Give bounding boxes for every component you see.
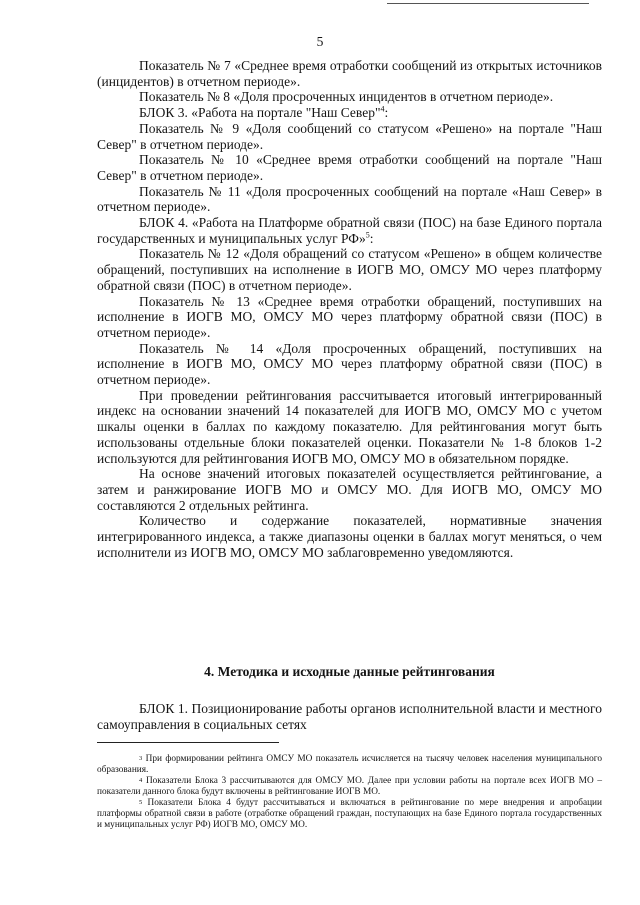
- paragraph: Показатель № 10 «Среднее время отработки сообщений на портале "Наш Север" в отчетном периоде».: [97, 152, 602, 183]
- footnote-text: Показатели Блока 4 будут рассчитываться и включаться в рейтингование по мере внедрения и апробации платформы обратной связи в работе (отработке обращений граждан, поступающих на базе Единого портала государственных и муниципальных услуг РФ) ИОГВ МО, ОМСУ МО.: [97, 798, 602, 830]
- block-4-title-tail: :: [369, 230, 374, 246]
- paragraph: Показатель № 11 «Доля просроченных сообщений на портале «Наш Север» в отчетном периоде».: [97, 183, 602, 215]
- footnote-divider: [97, 742, 279, 743]
- top-rule: [387, 3, 589, 4]
- paragraph: Показатель № 14 «Доля просроченных обращений, поступивших на исполнение в ИОГВ МО, ОМСУ МО через платформу обратной связи (ПОС) в отчетном периоде».: [97, 340, 602, 388]
- paragraph: Показатель № 8 «Доля просроченных инцидентов в отчетном периоде».: [139, 89, 554, 105]
- section-heading: 4. Методика и исходные данные рейтингования: [204, 664, 495, 679]
- paragraph: На основе значений итоговых показателей осуществляется рейтингование, а затем и ранжирование ИОГВ МО и ОМСУ МО. Для ИОГВ МО, ОМСУ МО составляются 2 отдельных рейтинга.: [97, 466, 602, 513]
- footnotes: [97, 754, 602, 831]
- paragraph-block-4: [97, 215, 602, 246]
- footnote-mark: 4: [139, 777, 143, 785]
- paragraph: Показатель № 9 «Доля сообщений со статусом «Решено» на портале "Наш Север" в отчетном периоде».: [97, 120, 602, 152]
- block-3-title-tail: :: [384, 105, 389, 121]
- body-text: [97, 58, 602, 561]
- footnote-text: При формировании рейтинга ОМСУ МО показатель исчисляется на тысячу человек населения муниципального образования.: [97, 754, 603, 775]
- paragraph: Показатель № 13 «Среднее время отработки обращений, поступивших на исполнение в ИОГВ МО, ОМСУ МО через платформу обратной связи (ПОС) в отчетном периоде».: [97, 293, 602, 340]
- footnote: [97, 776, 602, 797]
- paragraph: Количество и содержание показателей, нормативные значения интегрированного индекса, а также диапазоны оценки в баллах могут меняться, о чем исполнители из ИОГВ МО, ОМСУ МО заблаговременно уведомляются.: [97, 513, 602, 560]
- block-4-title: БЛОК 4. «Работа на Платформе обратной связи (ПОС) на базе Единого портала государственных и муниципальных услуг РФ»: [97, 215, 602, 246]
- block-3-title: БЛОК 3. «Работа на портале "Наш Север": [139, 105, 381, 121]
- paragraph: При проведении рейтингования рассчитывается итоговый интегрированный индекс на основании значений 14 показателей для ИОГВ МО, ОМСУ МО с учетом шкалы оценки в баллах по каждому показателю. Для рейтингования могут быть использованы отдельные блоки показателей оценки. Показатели № 1-8 блоков 1-2 используются для рейтингования ИОГВ МО, ОМСУ МО в обязательном порядке.: [97, 387, 602, 466]
- block-1-intro: БЛОК 1. Позиционирование работы органов исполнительной власти и местного самоуправления в социальных сетях: [97, 701, 602, 732]
- paragraph: Показатель № 7 «Среднее время отработки сообщений из открытых источников (инцидентов) в отчетном периоде».: [97, 58, 602, 89]
- footnote: [97, 798, 602, 830]
- footnote: [97, 754, 602, 775]
- paragraph-block-3: [97, 105, 602, 121]
- page-number: 5: [316, 34, 324, 49]
- paragraph: Показатель № 12 «Доля обращений со статусом «Решено» в общем количестве обращений, поступивших на исполнение в ИОГВ МО, ОМСУ МО через платформу обратной связи (ПОС) в отчетном периоде».: [97, 246, 602, 293]
- footnote-text: Показатели Блока 3 рассчитываются для ОМСУ МО. Далее при условии работы на портале всех ИОГВ МО – показатели данного блока будут включены в рейтингование ИОГВ МО.: [97, 776, 602, 797]
- footnote-ref: 4: [380, 104, 385, 114]
- footnote-ref: 5: [365, 230, 370, 240]
- footnote-mark: 3: [139, 755, 143, 762]
- footnote-mark: 5: [139, 799, 143, 807]
